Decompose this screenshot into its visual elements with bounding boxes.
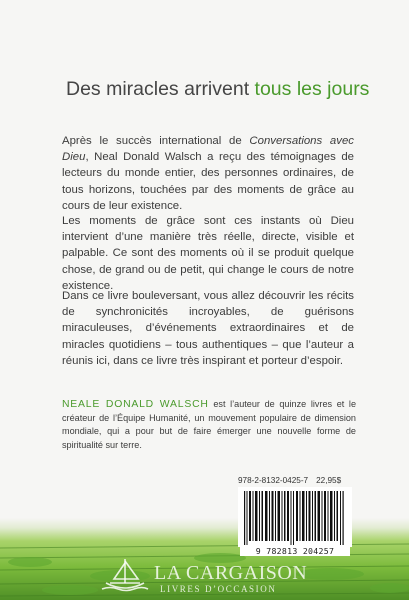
price: 22,95$ [316, 476, 342, 485]
paragraph-intro-end: , Neal Donald Walsch a reçu des témoignages de lecteurs du monde entier, des personnes ordinaires, de tous horizons, touchées par des moments de grâce au cours de leur existence. [62, 151, 354, 212]
barcode [238, 487, 352, 547]
title-accent: tous les jours [254, 78, 370, 100]
paragraph-moments-de-grace: Les moments de grâce sont ces instants où Dieu intervient d’une manière très réelle, directe, visible et palpable. Ce sont des moments où il se produit quelque chose, de grand ou de petit, qui change le cours de notre existence. [62, 215, 354, 292]
title-plain: Des miracles arrivent [66, 78, 255, 100]
author-name: NEALE DONALD WALSCH [62, 399, 209, 410]
book-title-reference: Conversations avec Dieu [62, 135, 354, 164]
author-bio-text: est l’auteur de quinze livres et le créateur de l’Équipe Humanité, un mouvement populaire de dimension mondiale, qui a pour but de faire émerger une nouvelle forme de spiritualité sur terre. [62, 399, 357, 450]
author-bio [62, 398, 356, 452]
paragraph-intro-start: Après le succès international de [62, 135, 250, 147]
cover-title [66, 78, 370, 101]
isbn: 978-2-8132-0425-7 [238, 476, 309, 485]
barcode-bars [238, 487, 352, 547]
ship-logo-icon [100, 553, 150, 597]
barcode-digits: 9 782813 204257 [240, 546, 350, 556]
watermark-name: LA CARGAISON [154, 562, 308, 584]
watermark-tagline: LIVRES D’OCCASION [160, 584, 277, 594]
paragraph-livre: Dans ce livre bouleversant, vous allez découvrir les récits de synchronicités incroyables, de guérisons miraculeuses, d’événements extraordinaires et de miracles quotidiens – tous authentiques – que l’auteur a réunis ici, dans ce livre très inspirant et porteur d’espoir. [62, 290, 354, 367]
isbn-price-line [238, 476, 341, 485]
paragraph-intro [62, 133, 354, 214]
watermark-la-cargaison [100, 553, 330, 597]
